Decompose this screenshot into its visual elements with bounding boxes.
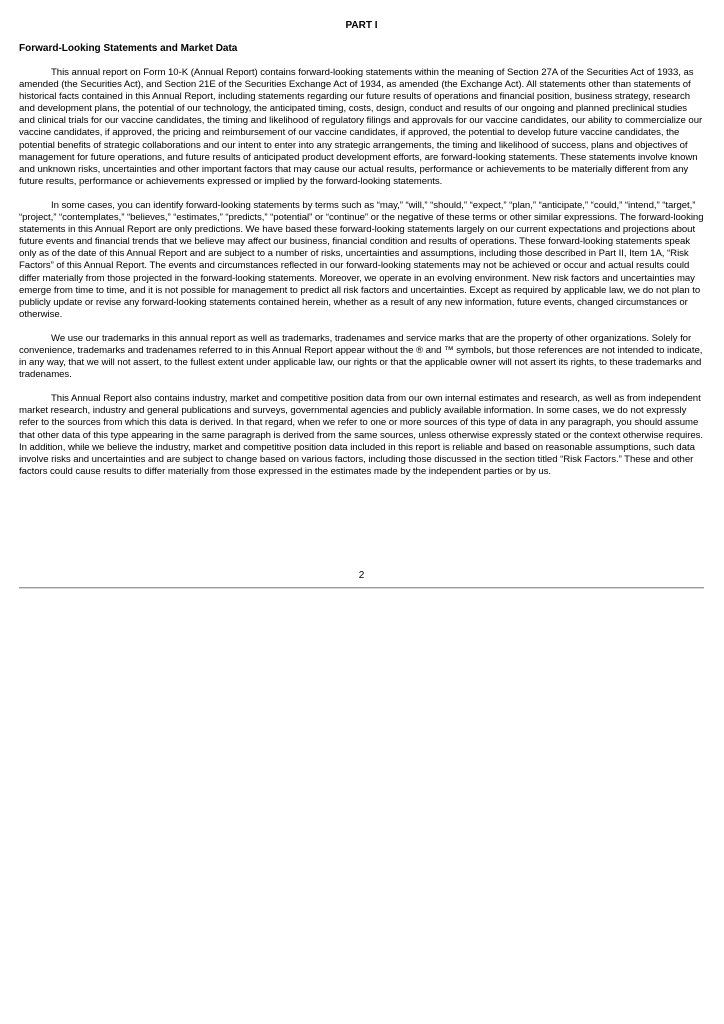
page-divider <box>19 587 704 589</box>
paragraph-forward-looking-intro: This annual report on Form 10-K (Annual Report) contains forward-looking statements within the meaning of Section 27A of the Securities Act of 1933, as amended (the Securities Act), and Section 21E of the Securities Exchange Act of 1934, as amended (the Exchange Act). All statements other than statements of historical facts contained in this Annual Report, including statements regarding our future results of operations and financial position, business strategy, research and development plans, the potential of our technology, the anticipated timing, costs, design, conduct and results of our ongoing and planned preclinical studies and clinical trials for our vaccine candidates, the timing and likelihood of regulatory filings and approvals for our vaccine candidates, our ability to commercialize our vaccine candidates, if approved, the pricing and reimbursement of our vaccine candidates, if approved, the potential to develop future vaccine candidates, the potential benefits of strategic collaborations and our intent to enter into any strategic arrangements, the timing and likelihood of success, plans and objectives of management for future operations, and future results of anticipated product development efforts, are forward-looking statements. These statements involve known and unknown risks, uncertainties and other important factors that may cause our actual results, performance or achievements to be materially different from any future results, performance or achievements expressed or implied by the forward-looking statements. <box>19 67 703 187</box>
section-heading: Forward-Looking Statements and Market Data <box>19 43 238 54</box>
page-number: 2 <box>358 570 365 581</box>
part-title: PART I <box>345 20 378 31</box>
document-page <box>19 20 704 490</box>
paragraph-market-data: This Annual Report also contains industry, market and competitive position data from our own internal estimates and research, as well as from independent market research, industry and general publications and surveys, governmental agencies and publicly available information. In some cases, we do not expressly refer to the sources from which this data is derived. In that regard, when we refer to one or more sources of this type of data in any paragraph, you should assume that other data of this type appearing in the same paragraph is derived from the same sources, unless otherwise expressly stated or the context otherwise requires. In addition, while we believe the industry, market and competitive position data included in this report is reliable and based on reasonable assumptions, such data involve risks and uncertainties and are subject to change based on various factors, including those discussed in the section titled “Risk Factors.” These and other factors could cause results to differ materially from those expressed in the estimates made by the independent parties or by us. <box>19 393 704 477</box>
paragraph-trademarks: We use our trademarks in this annual report as well as trademarks, tradenames and service marks that are the property of other organizations. Solely for convenience, trademarks and tradenames referred to in this Annual Report appear without the ® and ™ symbols, but those references are not intended to indicate, in any way, that we will not assert, to the fullest extent under applicable law, our rights or that the applicable owner will not assert its rights, to these trademarks and tradenames. <box>19 332 703 381</box>
paragraph-forward-looking-terms: In some cases, you can identify forward-looking statements by terms such as “may,” “will,” “should,” “expect,” “plan,” “anticipate,” “could,” “intend,” “target,” “project,” “contemplates,” “believes,” “estimates,” “predicts,” “potential” or “continue” or the negative of these terms or other similar expressions. The forward-looking statements in this Annual Report are only predictions. We have based these forward-looking statements largely on our current expectations and projections about future events and financial trends that we believe may affect our business, financial condition and results of operations. These forward-looking statements speak only as of the date of this Annual Report and are subject to a number of risks, uncertainties and assumptions, including those described in Part II, Item 1A, “Risk Factors” of this Annual Report. The events and circumstances reflected in our forward-looking statements may not be achieved or occur and actual results could differ materially from those projected in the forward-looking statements. Moreover, we operate in an evolving environment. New risk factors and uncertainties may emerge from time to time, and it is not possible for management to predict all risk factors and uncertainties. Except as required by applicable law, we do not plan to publicly update or revise any forward-looking statements contained herein, whether as a result of any new information, future events, changed circumstances or otherwise. <box>19 199 704 320</box>
